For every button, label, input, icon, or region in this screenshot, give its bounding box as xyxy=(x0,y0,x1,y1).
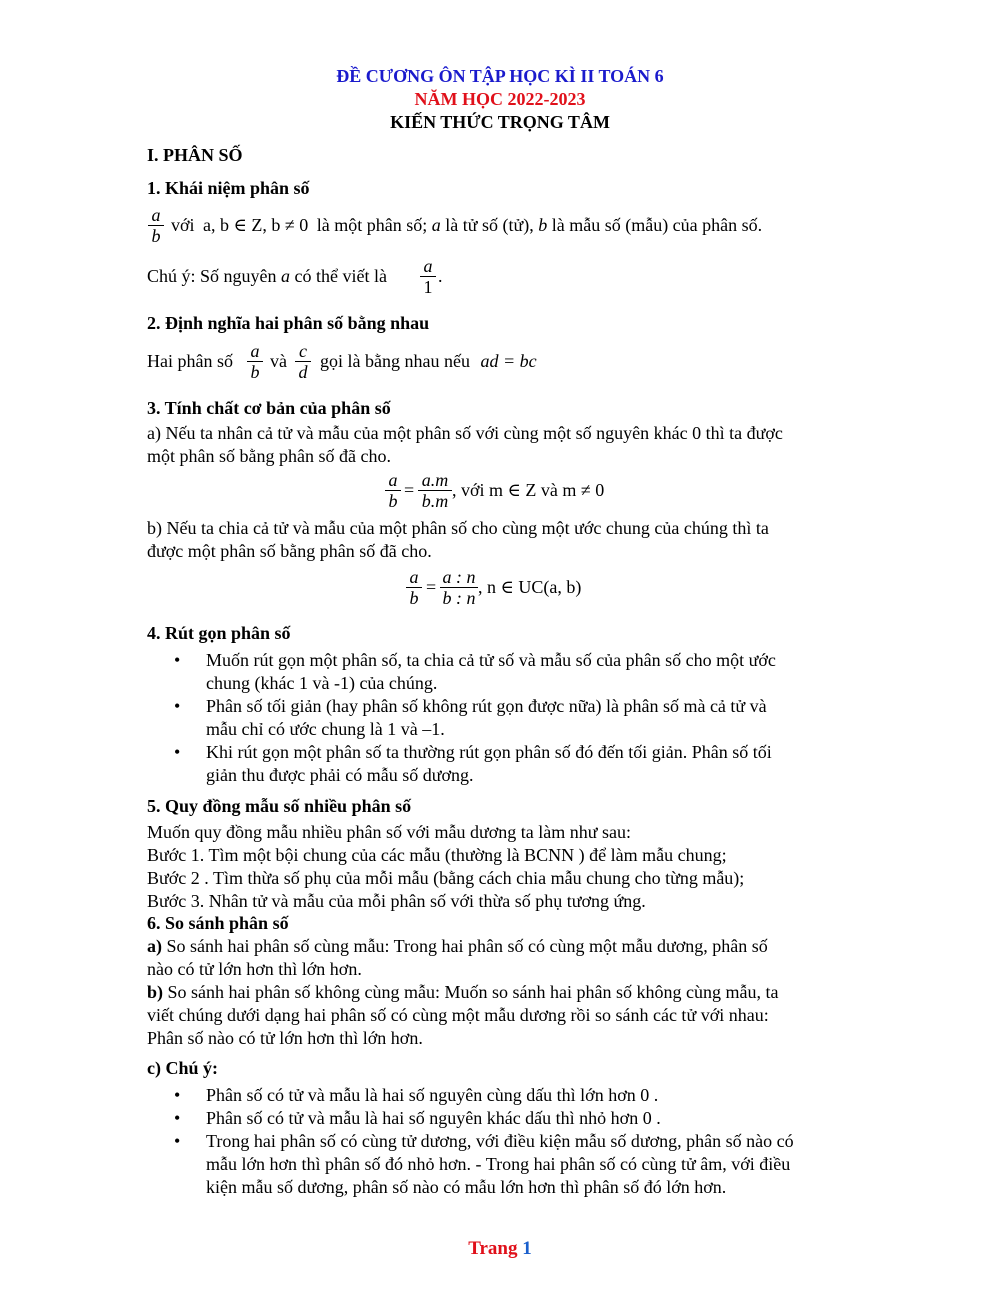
document-title: ĐỀ CƯƠNG ÔN TẬP HỌC KÌ II TOÁN 6 xyxy=(336,66,664,86)
equal-condition xyxy=(320,351,537,372)
fraction-am-over-bm xyxy=(418,470,452,511)
condition: a, b ∈ Z, b ≠ 0 xyxy=(203,215,309,235)
note-heading: c) Chú ý: xyxy=(147,1058,218,1078)
bullet-text: giản thu được phải có mẫu số dương. xyxy=(206,765,474,785)
page-footer xyxy=(0,1238,1000,1260)
school-year: NĂM HỌC 2022-2023 xyxy=(414,89,586,109)
fraction-denominator: 1 xyxy=(423,277,433,297)
section-5-heading: 5. Quy đồng mẫu số nhiều phân số xyxy=(147,796,412,816)
fraction-numerator: a xyxy=(151,205,161,225)
step-line: Bước 3. Nhân tử và mẫu của mỗi phân số với thừa số phụ tương ứng. xyxy=(147,891,646,911)
condition-a: , với m ∈ Z và m ≠ 0 xyxy=(452,480,605,500)
bullet-text: mẫu lớn hơn thì phân số đó nhỏ hơn. - Trong hai phân số có cùng tử âm, với điều xyxy=(206,1154,791,1174)
fraction-numerator: a : n xyxy=(442,567,476,587)
compare-b-line: viết chúng dưới dạng hai phân số có cùng một mẫu dương rồi so sánh các tử với nhau: xyxy=(147,1005,769,1025)
bullet-text: mẫu chỉ có ước chung là 1 và –1. xyxy=(206,719,445,739)
fraction-numerator: a xyxy=(250,341,260,361)
bullet-text: Muốn rút gọn một phân số, ta chia cả tử số và mẫu số của phân số cho một ước xyxy=(206,650,776,670)
text: là một phân số; xyxy=(316,215,428,235)
text: với xyxy=(171,215,195,235)
equal-fractions-prefix: Hai phân số xyxy=(147,351,233,371)
fraction-denominator: b xyxy=(388,491,398,511)
step-line: Bước 2 . Tìm thừa số phụ của mỗi mẫu (bằng cách chia mẫu chung cho từng mẫu); xyxy=(147,868,745,888)
fraction-numerator: a xyxy=(409,567,419,587)
bullet-icon: • xyxy=(174,742,181,762)
equation: ad = bc xyxy=(480,351,537,371)
fraction-denominator: b.m xyxy=(421,491,449,511)
label: b) xyxy=(147,982,164,1002)
bullet-text: Trong hai phân số có cùng tử dương, với điều kiện mẫu số dương, phân số nào có xyxy=(206,1131,794,1151)
text: có thể viết là xyxy=(294,266,387,286)
fraction-denominator: b : n xyxy=(442,588,476,608)
fraction-denominator: b xyxy=(151,226,161,246)
bullet-text: kiện mẫu số dương, phân số nào có mẫu lớn hơn thì phân số đó lớn hơn. xyxy=(206,1177,727,1197)
bullet-icon: • xyxy=(174,1085,181,1105)
equals-sign: = xyxy=(426,577,437,597)
fraction-a-over-b xyxy=(385,470,401,511)
fraction-a-over-1 xyxy=(420,256,436,297)
page-number: 1 xyxy=(522,1238,532,1259)
bullet-text: Phân số có tử và mẫu là hai số nguyên khác dấu thì nhỏ hơn 0 . xyxy=(206,1108,661,1128)
text: Chú ý: Số nguyên xyxy=(147,266,277,286)
part-heading: I. PHÂN SỐ xyxy=(147,145,243,165)
bullet-text: Khi rút gọn một phân số ta thường rút gọn phân số đó đến tối giản. Phân số tối xyxy=(206,742,772,762)
section-3-heading: 3. Tính chất cơ bản của phân số xyxy=(147,398,391,418)
fraction-a-over-b xyxy=(247,341,263,382)
fraction-numerator: c xyxy=(299,341,307,361)
property-b-line: được một phân số bằng phân số đã cho. xyxy=(147,541,432,561)
bullet-icon: • xyxy=(174,1131,181,1151)
compare-b-line xyxy=(147,982,778,1003)
bullet-icon: • xyxy=(174,1108,181,1128)
compare-b-line: Phân số nào có tử lớn hơn thì lớn hơn. xyxy=(147,1028,423,1048)
property-a-line: một phân số bằng phân số đã cho. xyxy=(147,446,391,466)
page-label: Trang xyxy=(468,1238,518,1259)
document-subtitle: KIẾN THỨC TRỌNG TÂM xyxy=(390,112,610,132)
section-1-heading: 1. Khái niệm phân số xyxy=(147,178,310,198)
period: . xyxy=(438,266,443,286)
condition-b: , n ∈ UC(a, b) xyxy=(478,577,582,597)
fraction-denominator: d xyxy=(298,362,308,382)
fraction-numerator: a xyxy=(423,256,433,276)
fraction-denominator: b xyxy=(409,588,419,608)
fraction-numerator: a xyxy=(388,470,398,490)
section-2-heading: 2. Định nghĩa hai phân số bằng nhau xyxy=(147,313,430,333)
property-b-line: b) Nếu ta chia cả tử và mẫu của một phân số cho cùng một ước chung của chúng thì ta xyxy=(147,518,769,538)
step-line: Bước 1. Tìm một bội chung của các mẫu (thường là BCNN ) để làm mẫu chung; xyxy=(147,845,727,865)
text: là tử số (tử), xyxy=(445,215,534,235)
text: So sánh hai phân số không cùng mẫu: Muốn so sánh hai phân số không cùng mẫu, ta xyxy=(163,982,779,1002)
bullet-text: chung (khác 1 và -1) của chúng. xyxy=(206,673,438,693)
text: gọi là bằng nhau nếu xyxy=(320,351,470,371)
fraction-an-over-bn xyxy=(440,567,478,608)
bullet-icon: • xyxy=(174,650,181,670)
note-line xyxy=(147,266,387,287)
var-b: b xyxy=(538,215,548,235)
text: So sánh hai phân số cùng mẫu: Trong hai phân số có cùng một mẫu dương, phân số xyxy=(162,936,768,956)
equals-sign: = xyxy=(404,480,415,500)
definition-line xyxy=(171,215,762,236)
section-6-heading: 6. So sánh phân số xyxy=(147,913,289,933)
bullet-icon: • xyxy=(174,696,181,716)
bullet-text: Phân số có tử và mẫu là hai số nguyên cùng dấu thì lớn hơn 0 . xyxy=(206,1085,659,1105)
var-a: a xyxy=(281,266,291,286)
section-4-heading: 4. Rút gọn phân số xyxy=(147,623,291,643)
label: a) xyxy=(147,936,162,956)
var-a: a xyxy=(431,215,441,235)
compare-a-line: nào có tử lớn hơn thì lớn hơn. xyxy=(147,959,362,979)
compare-a-line xyxy=(147,936,768,957)
text: là mẫu số (mẫu) của phân số. xyxy=(551,215,763,235)
fraction-c-over-d xyxy=(295,341,311,382)
and-word: và xyxy=(270,351,287,371)
fraction-denominator: b xyxy=(250,362,260,382)
property-a-line: a) Nếu ta nhân cả tử và mẫu của một phân số với cùng một số nguyên khác 0 thì ta được xyxy=(147,423,783,443)
fraction-a-over-b xyxy=(406,567,422,608)
bullet-text: Phân số tối giản (hay phân số không rút gọn được nữa) là phân số mà cả tử và xyxy=(206,696,767,716)
fraction-a-over-b xyxy=(148,205,164,246)
step-line: Muốn quy đồng mẫu nhiều phân số với mẫu dương ta làm như sau: xyxy=(147,822,631,842)
fraction-numerator: a.m xyxy=(421,470,449,490)
